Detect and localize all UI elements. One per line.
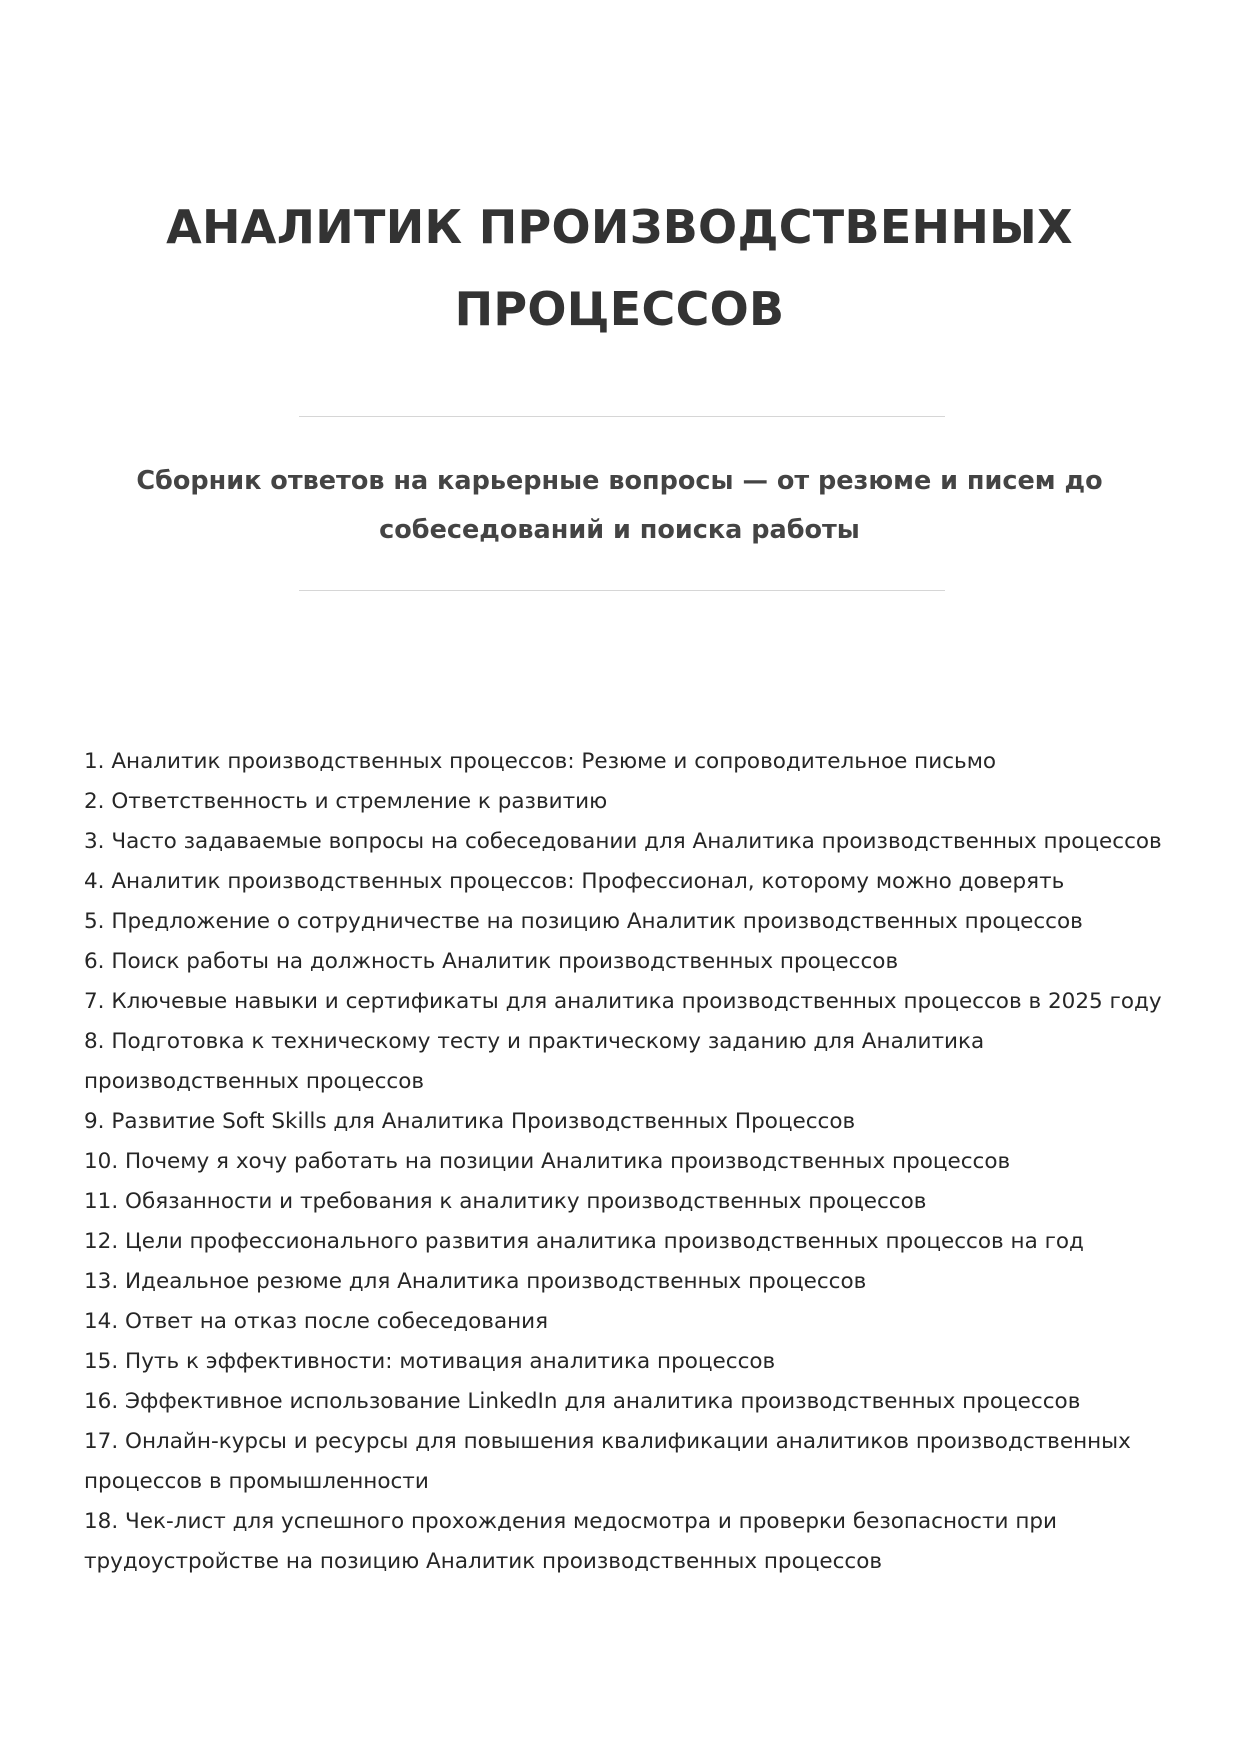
toc-item: 4. Аналитик производственных процессов: Профессионал, которому можно доверять bbox=[84, 869, 1065, 894]
toc-item: 15. Путь к эффективности: мотивация аналитика процессов bbox=[84, 1349, 776, 1374]
toc-item: 10. Почему я хочу работать на позиции Аналитика производственных процессов bbox=[84, 1149, 1011, 1174]
toc-item: 3. Часто задаваемые вопросы на собеседовании для Аналитика производственных процессов bbox=[84, 829, 1162, 854]
document-title-line-2: ПРОЦЕССОВ bbox=[454, 282, 785, 336]
toc-item: 16. Эффективное использование LinkedIn для аналитика производственных процессов bbox=[84, 1389, 1081, 1414]
toc-item: 6. Поиск работы на должность Аналитик производственных процессов bbox=[84, 949, 899, 974]
table-of-contents bbox=[84, 742, 1164, 1582]
document-subtitle: Сборник ответов на карьерные вопросы — от резюме и писем до собеседований и поиска работы bbox=[136, 466, 1103, 545]
toc-item: 17. Онлайн-курсы и ресурсы для повышения квалификации аналитиков производственных процессов в промышленности bbox=[84, 1429, 1131, 1494]
toc-item: 2. Ответственность и стремление к развитию bbox=[84, 789, 608, 814]
toc-item: 5. Предложение о сотрудничестве на позицию Аналитик производственных процессов bbox=[84, 909, 1083, 934]
toc-item: 8. Подготовка к техническому тесту и практическому заданию для Аналитика производственных процессов bbox=[84, 1029, 985, 1094]
toc-item: 9. Развитие Soft Skills для Аналитика Производственных Процессов bbox=[84, 1109, 856, 1134]
toc-item: 7. Ключевые навыки и сертификаты для аналитика производственных процессов в 2025 году bbox=[84, 989, 1162, 1014]
top-divider bbox=[299, 416, 945, 417]
document-title-line-1: АНАЛИТИК ПРОИЗВОДСТВЕННЫХ bbox=[166, 200, 1073, 254]
toc-item: 1. Аналитик производственных процессов: Резюме и сопроводительное письмо bbox=[84, 749, 997, 774]
toc-item: 12. Цели профессионального развития аналитика производственных процессов на год bbox=[84, 1229, 1084, 1254]
toc-item: 18. Чек-лист для успешного прохождения медосмотра и проверки безопасности при трудоустройстве на позицию Аналитик производственных процессов bbox=[84, 1509, 1058, 1574]
toc-item: 14. Ответ на отказ после собеседования bbox=[84, 1309, 549, 1334]
toc-item: 13. Идеальное резюме для Аналитика производственных процессов bbox=[84, 1269, 867, 1294]
toc-item: 11. Обязанности и требования к аналитику производственных процессов bbox=[84, 1189, 927, 1214]
bottom-divider bbox=[299, 590, 945, 591]
document-title bbox=[80, 186, 1159, 350]
